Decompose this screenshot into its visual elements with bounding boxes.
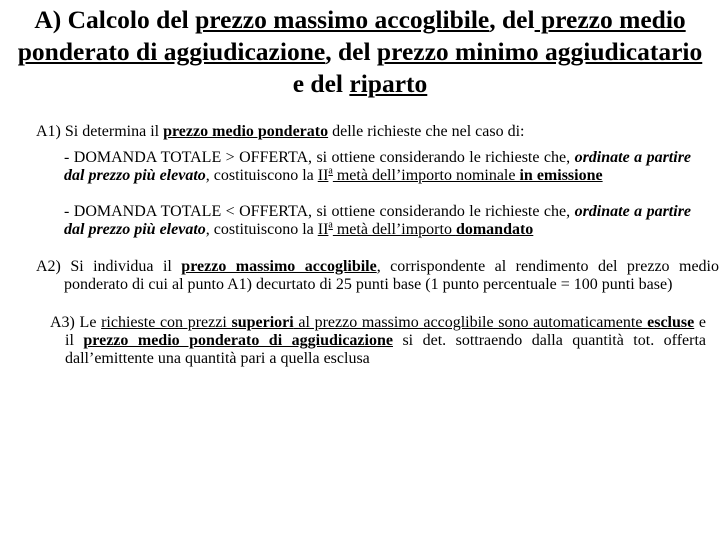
title-part: prezzo medio ponderato di aggiudicazione xyxy=(17,5,686,66)
case-demand-less: - DOMANDA TOTALE < OFFERTA, si ottiene considerando le richieste che, ordinate a partire dal prezzo più elevato, costituiscono la $II^a$ metà dell’importo domandato xyxy=(64,203,692,238)
point-a2: A2) Si individua il prezzo massimo accoglibile, corrispondente al rendimento del prezzo medio ponderato di cui al punto A1) decurtato di 25 punti base (1 punto percentuale = 100 punti base) xyxy=(36,258,719,293)
point-a1: A1) Si determina il prezzo medio ponderato delle richieste che nel caso di: xyxy=(36,123,525,140)
title-part: riparto xyxy=(349,69,428,98)
case-demand-greater: - DOMANDA TOTALE > OFFERTA, si ottiene considerando le richieste che, ordinate a partire dal prezzo più elevato, costituiscono la $II^a$ metà dell’importo nominale in emissione xyxy=(64,149,692,184)
title-part: e del xyxy=(292,69,350,98)
title-part: prezzo minimo aggiudicatario xyxy=(376,37,703,66)
title-part: prezzo massimo accoglibile xyxy=(195,5,490,34)
slide-title xyxy=(14,4,706,100)
title-part: , del xyxy=(325,37,377,66)
title-part: A) Calcolo del xyxy=(34,5,196,34)
point-a3: A3) Le richieste con prezzi superiori al prezzo massimo accoglibile sono automaticamente escluse e il prezzo medio ponderato di aggiudicazione si det. sottraendo dalla quantità tot. offerta dall’emittente una quantità pari a quella esclusa xyxy=(50,314,707,367)
title-part: , del xyxy=(489,5,535,34)
